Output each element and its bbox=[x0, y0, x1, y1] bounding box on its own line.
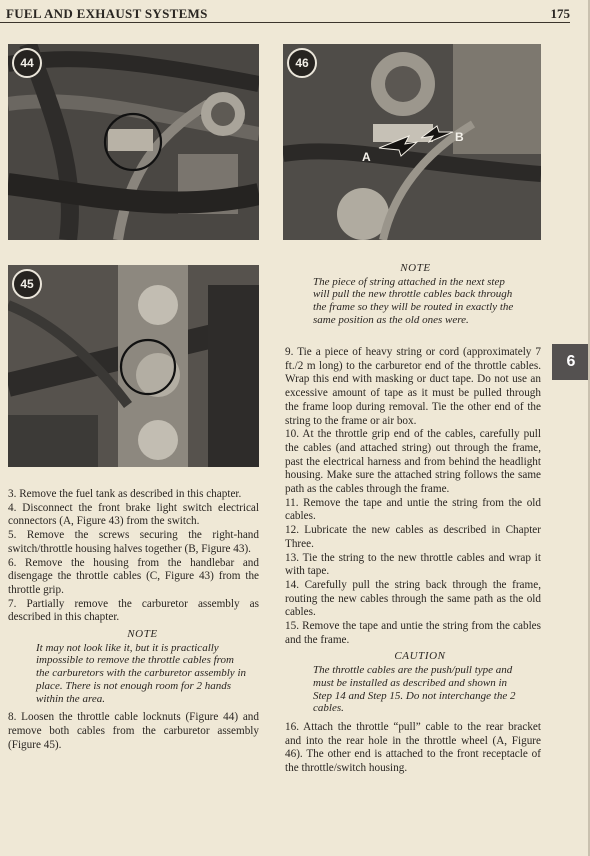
step-11: 11. Remove the tape and untie the string from the old cables. bbox=[285, 496, 541, 523]
step-13: 13. Tie the string to the new throttle cables and wrap it with tape. bbox=[285, 551, 541, 578]
step-8: 8. Loosen the throttle cable locknuts (Figure 44) and remove both cables from the carburetor assembly (Figure 45). bbox=[8, 711, 259, 751]
note-text: It may not look like it, but it is practically impossible to remove the throttle cables from the carburetors with the carburetor assembly in place. There is not enough room for 2 hands within the area. bbox=[36, 641, 246, 705]
figure-46-label-b: B bbox=[455, 130, 464, 144]
page-header bbox=[0, 4, 570, 23]
figure-46-badge: 46 bbox=[287, 48, 317, 78]
step-6: 6. Remove the housing from the handlebar and disengage the throttle cables (C, Figure 43) from the throttle grip. bbox=[8, 556, 259, 596]
step-9: 9. Tie a piece of heavy string or cord (approximately 7 ft./2 m long) to the carburetor end of the throttle cables. Wrap this end with masking or duct tape. Do not use an excessive amount of tape as it must be pulled through the frame loop during removal. Tie the other end of the string to the frame or air box. bbox=[285, 346, 541, 427]
step-7: 7. Partially remove the carburetor assembly as described in this chapter. bbox=[8, 597, 259, 624]
right-column bbox=[285, 346, 541, 776]
step-15: 15. Remove the tape and untie the string from the cables and the frame. bbox=[285, 620, 541, 646]
string-note bbox=[313, 262, 518, 327]
running-title: FUEL AND EXHAUST SYSTEMS bbox=[6, 6, 208, 21]
step-4: 4. Disconnect the front brake light switch electrical connectors (A, Figure 43) from the switch. bbox=[8, 501, 259, 528]
caution-text: The throttle cables are the push/pull type and must be installed as described and shown in Step 14 and Step 15. Do not interchange the 2 cables. bbox=[313, 664, 516, 715]
step-10: 10. At the throttle grip end of the cables, carefully pull the cables (and attached string) out through the frame, past the electrical harness and from behind the headlight housing. Make sure the attached string follows the same path as the cables through the frame. bbox=[285, 428, 541, 496]
figure-44-photo bbox=[8, 44, 259, 240]
note-text: The piece of string attached in the next step will pull the new throttle cables back through the frame so they will be routed in exactly the same position as the old ones were. bbox=[313, 275, 514, 326]
chapter-tab: 6 bbox=[552, 344, 590, 380]
caution-note bbox=[313, 650, 527, 715]
page-number: 175 bbox=[550, 6, 570, 21]
left-column bbox=[8, 488, 259, 752]
step-14: 14. Carefully pull the string back through the frame, routing the new cables through the same path as the old cables. bbox=[285, 578, 541, 619]
note-heading: NOTE bbox=[400, 262, 431, 274]
figure-46-photo bbox=[283, 44, 541, 240]
caution-heading: CAUTION bbox=[394, 650, 446, 663]
figure-44-badge: 44 bbox=[12, 48, 42, 78]
step-5: 5. Remove the screws securing the right-hand switch/throttle housing halves together (B, Figure 43). bbox=[8, 529, 259, 555]
figure-45-badge: 45 bbox=[12, 269, 42, 299]
carburetor-note bbox=[36, 628, 249, 705]
figure-46-label-a: A bbox=[362, 150, 371, 164]
step-16: 16. Attach the throttle “pull” cable to the rear bracket and into the rear hole in the throttle wheel (A, Figure 46). The other end is attached to the front receptacle of the throttle/switch housing. bbox=[285, 720, 541, 775]
note-heading: NOTE bbox=[127, 628, 158, 641]
figure-45-photo bbox=[8, 265, 259, 467]
step-3: 3. Remove the fuel tank as described in this chapter. bbox=[8, 488, 242, 500]
step-12: 12. Lubricate the new cables as described in Chapter Three. bbox=[285, 524, 541, 550]
